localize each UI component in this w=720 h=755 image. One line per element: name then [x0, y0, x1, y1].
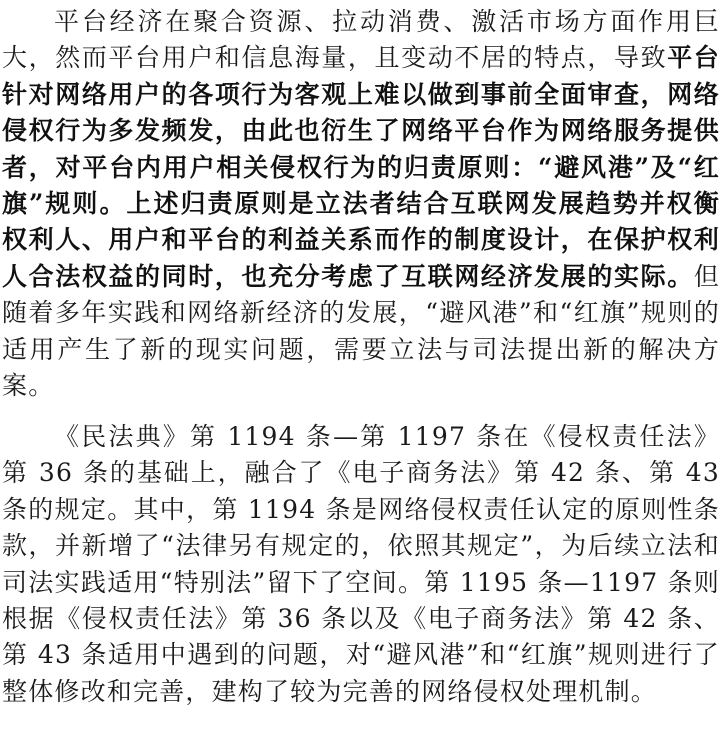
paragraph-2: [2, 419, 720, 710]
paragraph-1-conclusion: 但随着多年实践和网络新经济的发展，“避风港”和“红旗”规则的适用产生了新的现实问题，需要立法与司法提出新的解决方案。: [2, 261, 720, 401]
paragraph-1-intro: 平台经济在聚合资源、拉动消费、激活市场方面作用巨大，然而平台用户和信息海量，且变动不居的特点，导致: [2, 7, 720, 73]
paragraph-1: [2, 4, 720, 404]
paragraph-1-bold-section: 平台针对网络用户的各项行为客观上难以做到事前全面审查，网络侵权行为多发频发，由此也衍生了网络平台作为网络服务提供者，对平台内用户相关侵权行为的归责原则：“避风港”及“红旗”规则。上述归责原则是立法者结合互联网发展趋势并权衡权利人、用户和平台的利益关系而作的制度设计，在保护权利人合法权益的同时，也充分考虑了互联网经济发展的实际。: [2, 43, 720, 291]
paragraph-2-text: 《民法典》第 1194 条—第 1197 条在《侵权责任法》第 36 条的基础上，融合了《电子商务法》第 42 条、第 43 条的规定。其中，第 1194 条是网络侵权责任认定的原则性条款，并新增了“法律另有规定的，依照其规定”，为后续立法和司法实践适用“特别法”留下了空间。第 1195 条—1197 条则根据《侵权责任法》第 36 条以及《电子商务法》第 42 条、第 43 条适用中遇到的问题，对“避风港”和“红旗”规则进行了整体修改和完善，建构了较为完善的网络侵权处理机制。: [2, 422, 720, 706]
